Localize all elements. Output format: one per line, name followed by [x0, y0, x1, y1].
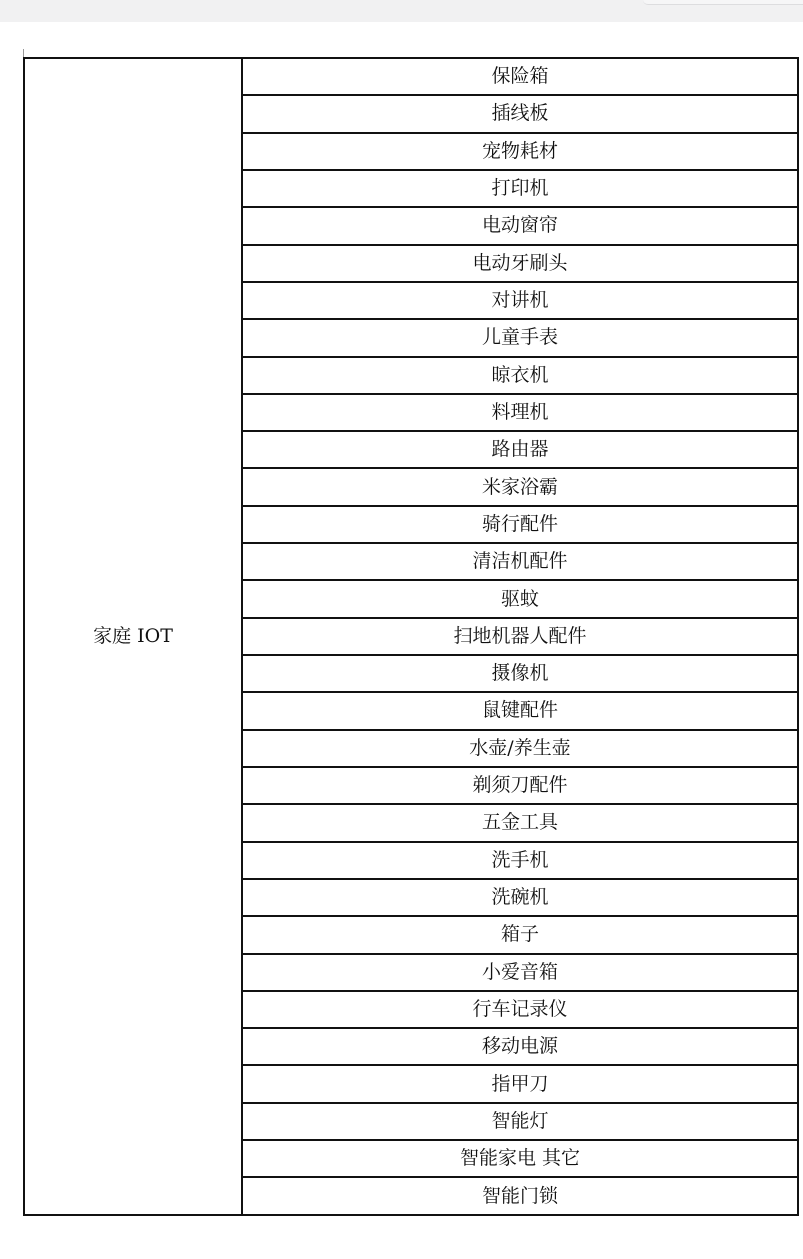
item-cell: 电动窗帘 — [242, 207, 798, 244]
item-cell: 小爱音箱 — [242, 954, 798, 991]
item-cell: 清洁机配件 — [242, 543, 798, 580]
item-cell: 智能门锁 — [242, 1177, 798, 1215]
item-cell: 剃须刀配件 — [242, 767, 798, 804]
item-cell: 骑行配件 — [242, 506, 798, 543]
item-cell: 电动牙刷头 — [242, 245, 798, 282]
category-table-body — [24, 58, 798, 1215]
item-cell: 指甲刀 — [242, 1065, 798, 1102]
item-cell: 儿童手表 — [242, 319, 798, 356]
item-cell: 料理机 — [242, 394, 798, 431]
item-cell: 行车记录仪 — [242, 991, 798, 1028]
item-cell: 箱子 — [242, 916, 798, 953]
text-cursor-mark — [23, 49, 24, 57]
item-cell: 扫地机器人配件 — [242, 618, 798, 655]
item-cell: 洗碗机 — [242, 879, 798, 916]
item-cell: 宠物耗材 — [242, 133, 798, 170]
item-cell: 鼠键配件 — [242, 692, 798, 729]
item-cell: 驱蚊 — [242, 580, 798, 617]
item-cell: 打印机 — [242, 170, 798, 207]
item-cell: 智能灯 — [242, 1103, 798, 1140]
item-cell: 路由器 — [242, 431, 798, 468]
item-cell: 米家浴霸 — [242, 468, 798, 505]
item-cell: 摄像机 — [242, 655, 798, 692]
table-row — [24, 58, 798, 95]
top-bar — [0, 0, 803, 22]
category-table — [23, 57, 799, 1216]
item-cell: 对讲机 — [242, 282, 798, 319]
category-cell: 家庭 IOT — [24, 58, 242, 1215]
top-bar-tab-edge — [643, 0, 803, 5]
item-cell: 智能家电 其它 — [242, 1140, 798, 1177]
item-cell: 移动电源 — [242, 1028, 798, 1065]
item-cell: 晾衣机 — [242, 357, 798, 394]
item-cell: 五金工具 — [242, 804, 798, 841]
item-cell: 洗手机 — [242, 842, 798, 879]
item-cell: 水壶/养生壶 — [242, 730, 798, 767]
item-cell: 插线板 — [242, 95, 798, 132]
item-cell: 保险箱 — [242, 58, 798, 95]
